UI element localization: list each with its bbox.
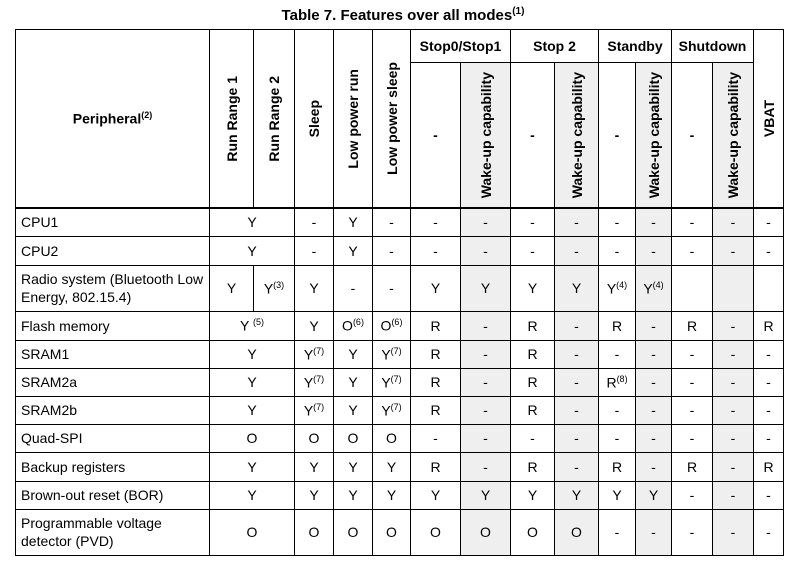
cell: - — [555, 311, 599, 340]
cell: - — [555, 208, 599, 236]
cell: - — [461, 236, 511, 265]
cell: - — [672, 424, 713, 452]
cell: - — [754, 340, 784, 368]
cell: O — [373, 424, 411, 452]
cell: - — [461, 311, 511, 340]
cell: O — [295, 424, 334, 452]
cell: Y — [295, 452, 334, 481]
cell: $O^{(6)}$ — [334, 311, 373, 340]
cell: Y — [373, 452, 411, 481]
cell: Y — [555, 265, 599, 311]
cell: - — [511, 424, 555, 452]
row-name: SRAM2b — [16, 396, 210, 424]
cell: - — [461, 396, 511, 424]
cell: - — [672, 340, 713, 368]
cell: Y — [599, 481, 636, 509]
cell: $O^{(6)}$ — [373, 311, 411, 340]
cell — [672, 265, 713, 311]
cell: - — [636, 236, 672, 265]
cell: - — [599, 396, 636, 424]
cell: - — [511, 208, 555, 236]
cell: O — [411, 509, 461, 555]
cell: - — [555, 452, 599, 481]
cell: $R^{(8)}$ — [599, 368, 636, 396]
cell: R — [672, 311, 713, 340]
cell: - — [672, 368, 713, 396]
cell: $Y^{(7)}$ — [373, 368, 411, 396]
cell: Y — [210, 236, 295, 265]
cell: - — [373, 265, 411, 311]
table-row — [16, 368, 784, 396]
cell: $Y^{(7)}$ — [373, 396, 411, 424]
cell: $Y^{(3)}$ — [254, 265, 295, 311]
cell: Y — [334, 368, 373, 396]
cell: Y — [373, 481, 411, 509]
cell: O — [461, 509, 511, 555]
cell: Y $^{(5)}$ — [210, 311, 295, 340]
cell: - — [672, 396, 713, 424]
cell: - — [636, 340, 672, 368]
cell: - — [555, 368, 599, 396]
cell: - — [636, 509, 672, 555]
cell: $Y^{(7)}$ — [295, 340, 334, 368]
cell: O — [555, 509, 599, 555]
cell: - — [411, 208, 461, 236]
vbat-header: VBAT — [754, 30, 784, 209]
cell: R — [511, 396, 555, 424]
cell: - — [754, 396, 784, 424]
sleep-header: Sleep — [295, 30, 334, 209]
cell: R — [672, 452, 713, 481]
shutdown-wake-header: Wake-up capability — [713, 63, 754, 209]
row-name: Brown-out reset (BOR) — [16, 481, 210, 509]
table-row — [16, 311, 784, 340]
stop2-wake-header: Wake-up capability — [555, 63, 599, 209]
cell: R — [411, 368, 461, 396]
cell: Y — [210, 368, 295, 396]
standby-header: Standby — [599, 30, 672, 63]
cell: Y — [210, 208, 295, 236]
row-name: SRAM1 — [16, 340, 210, 368]
table-row — [16, 481, 784, 509]
cell: Y — [334, 481, 373, 509]
cell: - — [295, 236, 334, 265]
table-row — [16, 208, 784, 236]
row-name: Backup registers — [16, 452, 210, 481]
row-name: Quad-SPI — [16, 424, 210, 452]
table-row — [16, 452, 784, 481]
cell: - — [713, 311, 754, 340]
table-row — [16, 265, 784, 311]
low-power-run-header: Low power run — [334, 30, 373, 209]
cell: - — [373, 236, 411, 265]
cell: Y — [334, 396, 373, 424]
cell: - — [599, 509, 636, 555]
cell: R — [754, 452, 784, 481]
cell: - — [636, 368, 672, 396]
stop2-header: Stop 2 — [511, 30, 599, 63]
table-row — [16, 340, 784, 368]
cell: - — [461, 424, 511, 452]
cell: Y — [511, 265, 555, 311]
cell: R — [411, 396, 461, 424]
cell: O — [334, 509, 373, 555]
cell: $Y^{(4)}$ — [636, 265, 672, 311]
cell: - — [672, 236, 713, 265]
cell: Y — [334, 236, 373, 265]
cell: - — [636, 208, 672, 236]
cell: R — [599, 311, 636, 340]
cell: Y — [334, 452, 373, 481]
cell: - — [672, 481, 713, 509]
cell: - — [555, 340, 599, 368]
header-row-top — [16, 30, 784, 63]
table-row — [16, 424, 784, 452]
cell: R — [411, 340, 461, 368]
cell: - — [599, 236, 636, 265]
cell: $Y^{(7)}$ — [373, 340, 411, 368]
cell: Y — [411, 481, 461, 509]
table-row — [16, 236, 784, 265]
cell: Y — [411, 265, 461, 311]
cell: Y — [636, 481, 672, 509]
cell: - — [754, 236, 784, 265]
stop01-wake-header: Wake-up capability — [461, 63, 511, 209]
cell: - — [461, 340, 511, 368]
table-row — [16, 396, 784, 424]
cell: - — [713, 368, 754, 396]
cell: Y — [295, 265, 334, 311]
cell: $Y^{(7)}$ — [295, 396, 334, 424]
cell: R — [411, 452, 461, 481]
standby-wake-header: Wake-up capability — [636, 63, 672, 209]
cell: O — [511, 509, 555, 555]
row-name: Radio system (Bluetooth Low Energy, 802.15.4) — [16, 265, 210, 311]
cell: Y — [461, 265, 511, 311]
cell: - — [461, 368, 511, 396]
cell: Y — [210, 265, 254, 311]
cell: Y — [334, 208, 373, 236]
cell: R — [754, 311, 784, 340]
cell: Y — [295, 311, 334, 340]
cell: O — [373, 509, 411, 555]
cell: Y — [334, 340, 373, 368]
cell: R — [511, 368, 555, 396]
cell: - — [636, 396, 672, 424]
cell: - — [334, 265, 373, 311]
cell: - — [555, 424, 599, 452]
stop01-header: Stop0/Stop1 — [411, 30, 511, 63]
cell — [754, 265, 784, 311]
cell: - — [754, 481, 784, 509]
cell: - — [599, 424, 636, 452]
cell: - — [555, 236, 599, 265]
cell: O — [334, 424, 373, 452]
cell: - — [411, 236, 461, 265]
cell: - — [672, 208, 713, 236]
stop01-dash-header: - — [411, 63, 461, 209]
row-name: Flash memory — [16, 311, 210, 340]
cell: Y — [461, 481, 511, 509]
cell: O — [210, 509, 295, 555]
low-power-sleep-header: Low power sleep — [373, 30, 411, 209]
row-name: Programmable voltage detector (PVD) — [16, 509, 210, 555]
cell: Y — [210, 481, 295, 509]
cell: R — [511, 311, 555, 340]
cell: - — [295, 208, 334, 236]
row-name: CPU1 — [16, 208, 210, 236]
cell: - — [599, 208, 636, 236]
peripheral-header: Peripheral$^{(2)}$ — [16, 30, 210, 209]
standby-dash-header: - — [599, 63, 636, 209]
shutdown-dash-header: - — [672, 63, 713, 209]
row-name: CPU2 — [16, 236, 210, 265]
cell: O — [210, 424, 295, 452]
cell: - — [754, 509, 784, 555]
cell: - — [713, 208, 754, 236]
cell: - — [511, 236, 555, 265]
cell: Y — [511, 481, 555, 509]
cell: - — [713, 424, 754, 452]
table-row — [16, 509, 784, 555]
cell: - — [754, 368, 784, 396]
cell: - — [636, 424, 672, 452]
cell: Y — [210, 452, 295, 481]
cell: - — [754, 208, 784, 236]
table-title: Table 7. Features over all modes$^{(1)}$ — [281, 6, 525, 24]
cell: R — [411, 311, 461, 340]
cell — [713, 265, 754, 311]
cell: - — [754, 424, 784, 452]
cell: - — [713, 452, 754, 481]
features-table — [15, 29, 784, 556]
cell: - — [636, 452, 672, 481]
cell: Y — [210, 396, 295, 424]
cell: - — [672, 509, 713, 555]
cell: - — [599, 340, 636, 368]
run-range-2-header: Run Range 2 — [254, 30, 295, 209]
stop2-dash-header: - — [511, 63, 555, 209]
cell: - — [636, 311, 672, 340]
cell: - — [411, 424, 461, 452]
cell: $Y^{(4)}$ — [599, 265, 636, 311]
cell: R — [599, 452, 636, 481]
row-name: SRAM2a — [16, 368, 210, 396]
cell: Y — [555, 481, 599, 509]
cell: Y — [295, 481, 334, 509]
run-range-1-header: Run Range 1 — [210, 30, 254, 209]
cell: - — [713, 236, 754, 265]
cell: R — [511, 340, 555, 368]
cell: O — [295, 509, 334, 555]
cell: - — [555, 396, 599, 424]
cell: $Y^{(7)}$ — [295, 368, 334, 396]
cell: - — [713, 396, 754, 424]
cell: - — [713, 481, 754, 509]
cell: - — [373, 208, 411, 236]
cell: - — [713, 340, 754, 368]
cell: - — [713, 509, 754, 555]
cell: Y — [210, 340, 295, 368]
cell: - — [461, 208, 511, 236]
cell: - — [461, 452, 511, 481]
shutdown-header: Shutdown — [672, 30, 754, 63]
cell: R — [511, 452, 555, 481]
